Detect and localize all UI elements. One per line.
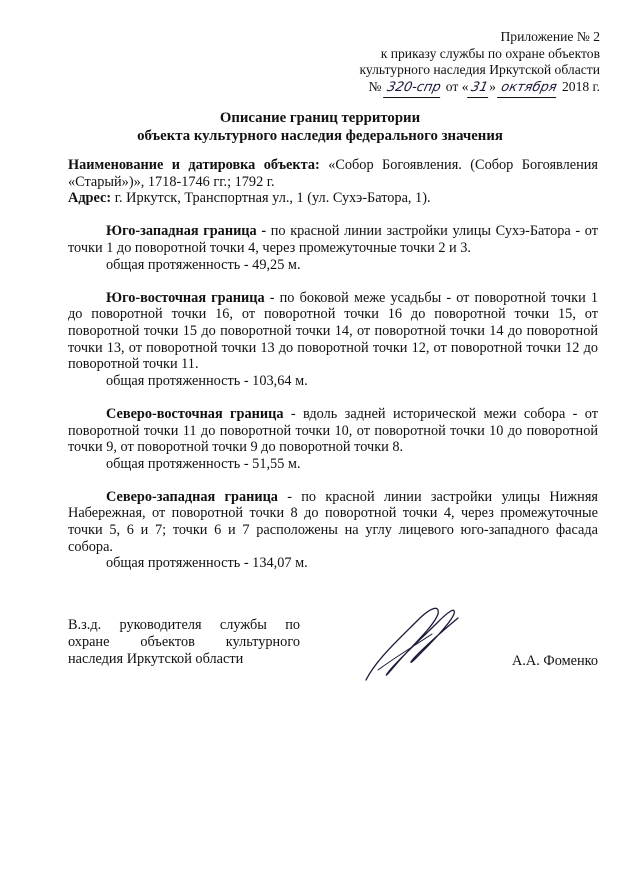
boundary-southeast: Юго-восточная граница - по боковой меже усадьбы - от поворотной точки 1 до поворотной точки 16, от поворотной точки 16 до поворотной точки 15, от поворотной точки 15 до поворотной точки 14, от поворотной точки 14 до поворотной точки 13, от поворотной точки 13 до поворотной точки 12, от поворотной точки 12 до поворотной точки 11.: [68, 289, 598, 373]
boundary-northeast-total: общая протяженность - 51,55 м.: [106, 455, 301, 472]
signer-name: А.А. Фоменко: [512, 653, 598, 669]
signer-position: В.з.д. руководителя службы по охране объектов культурного наследия Иркутской области: [68, 617, 300, 668]
handwritten-day: 31: [467, 80, 491, 98]
number-sign: №: [368, 78, 382, 94]
object-address: Адрес: г. Иркутск, Транспортная ул., 1 (ул. Сухэ-Батора, 1).: [68, 190, 431, 207]
boundary-northwest-total: общая протяженность - 134,07 м.: [106, 555, 308, 572]
order-number-line: № 320-спр от «31» октября 2018 г.: [359, 79, 600, 98]
boundary-northeast: Северо-восточная граница - вдоль задней исторической межи собора - от поворотной точки 11 до поворотной точки 10, от поворотной точки 10 до поворотной точки 9, от поворотной точки 9 до поворотной точки 8.: [68, 405, 598, 456]
document-body: [68, 157, 598, 572]
handwritten-month: октября: [497, 80, 560, 98]
appendix-number: Приложение № 2: [500, 29, 600, 44]
handwritten-signature-icon: [358, 600, 468, 685]
boundary-southwest-total: общая протяженность - 49,25 м.: [106, 256, 301, 273]
appendix-header: [359, 29, 600, 97]
boundary-northwest: Северо-западная граница - по красной линии застройки улицы Нижняя Набережная, от поворотной точки 8 до поворотной точки 4, через промежуточные точки 5, 6 и 7; точки 6 и 7 расположены на углу лицевого юго-западного фасада собора.: [68, 488, 598, 555]
object-name: Наименование и датировка объекта: «Собор Богоявления. (Собор Богоявления «Старый»)», 1718-1746 гг.; 1792 г.: [68, 157, 598, 190]
date-year: 2018 г.: [561, 78, 600, 94]
order-reference: к приказу службы по охране объектов: [380, 45, 600, 61]
department-name: культурного наследия Иркутской области: [359, 62, 600, 77]
date-from: от «: [445, 78, 469, 94]
boundary-southwest: Юго-западная граница - по красной линии застройки улицы Сухэ-Батора - от точки 1 до поворотной точки 4, через промежуточные точки 2 и 3.: [68, 223, 598, 256]
document-title: Описание границ территории объекта культурного наследия федерального значения: [137, 110, 503, 144]
boundary-southeast-total: общая протяженность - 103,64 м.: [106, 372, 308, 389]
handwritten-order-number: 320-спр: [383, 80, 444, 98]
signature-block: [68, 617, 598, 687]
